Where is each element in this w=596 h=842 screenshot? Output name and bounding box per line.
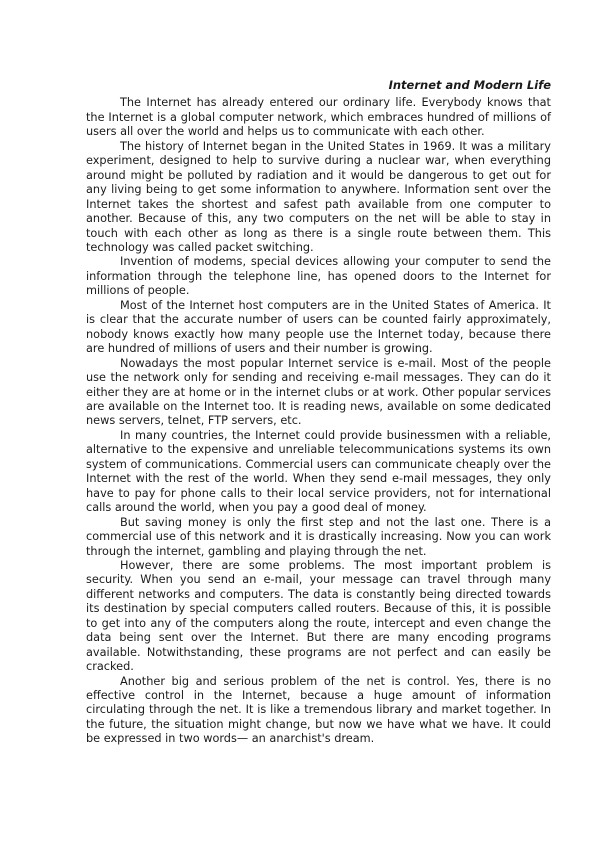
paragraph-history: The history of Internet began in the United States in 1969. It was a military experiment, designed to help to survive during a nuclear war, when everything around might be polluted by radiation and it would be dangerous to get out for any living being to get some information to anywhere. Information sent over the Internet takes the shortest and safest path available from one computer to another. Because of this, any two computers on the net will be able to stay in touch with each other as long as there is a single route between them. This technology was called packet switching. xyxy=(86,139,551,254)
paragraph-modems: Invention of modems, special devices allowing your computer to send the information through the telephone line, has opened doors to the Internet for millions of people. xyxy=(86,255,551,298)
paragraph-security: However, there are some problems. The most important problem is security. When you send an e-mail, your message can travel through many different networks and computers. The data is constantly being directed towards its destination by special computers called routers. Because of this, it is possible to get into any of the computers along the route, intercept and even change the data being sent over the Internet. But there are many encoding programs available. Notwithstanding, these programs are not perfect and can easily be cracked. xyxy=(86,558,551,674)
paragraph-commercial-use: But saving money is only the first step and not the last one. There is a commercial use of this network and it is drastically increasing. Now you can work through the internet, gambling and playing through the net. xyxy=(86,515,551,558)
paragraph-intro: The Internet has already entered our ordinary life. Everybody knows that the Internet is a global computer network, which embraces hundred of millions of users all over the world and helps us to communicate with each other. xyxy=(86,96,551,139)
paragraph-host-computers: Most of the Internet host computers are in the United States of America. It is clear that the accurate number of users can be counted fairly approximately, nobody knows exactly how many people use the Internet today, because there are hundred of millions of users and their number is growing. xyxy=(86,298,551,356)
document-page xyxy=(86,78,551,747)
paragraph-control: Another big and serious problem of the net is control. Yes, there is no effective control in the Internet, because a huge amount of information circulating through the net. It is like a tremendous library and market together. In the future, the situation might change, but now we have what we have. It could be expressed in two words— an anarchist's dream. xyxy=(86,674,551,746)
document-title: Internet and Modern Life xyxy=(388,78,551,92)
paragraph-business: In many countries, the Internet could provide businessmen with a reliable, alternative to the expensive and unreliable telecommunications systems its own system of communications. Commercial users can communicate cheaply over the Internet with the rest of the world. When they send e-mail messages, they only have to pay for phone calls to their local service providers, not for international calls around the world, when you pay a good deal of money. xyxy=(86,428,551,515)
paragraph-email: Nowadays the most popular Internet service is e-mail. Most of the people use the network only for sending and receiving e-mail messages. They can do it either they are at home or in the internet clubs or at work. Other popular services are available on the Internet too. It is reading news, available on some dedicated news servers, telnet, FTP servers, etc. xyxy=(86,356,551,428)
